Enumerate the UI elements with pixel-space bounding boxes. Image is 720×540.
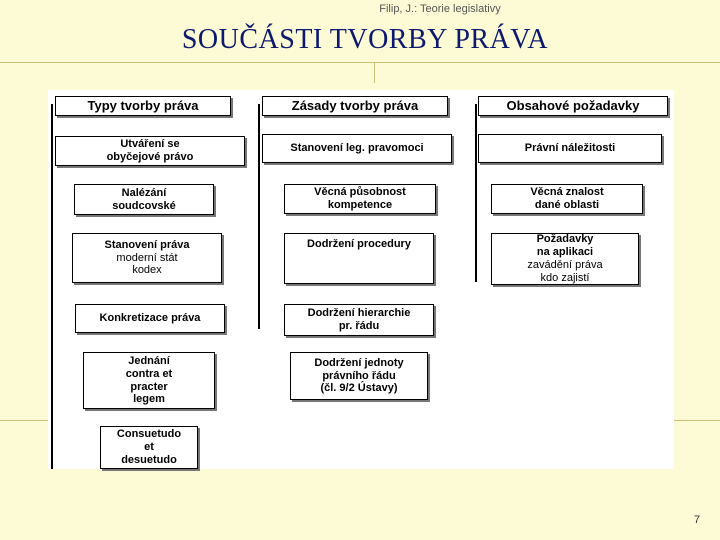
box-pozadavky-na-aplikaci: Požadavky na aplikaci zavádění práva kdo zajistí bbox=[491, 233, 639, 285]
connector-col2 bbox=[258, 104, 260, 329]
connector-col1 bbox=[51, 104, 53, 469]
box-vecna-znalost: Věcná znalost dané oblasti bbox=[491, 184, 643, 214]
box-nalezani: Nalézání soudcovské bbox=[74, 184, 214, 215]
slide-title: SOUČÁSTI TVORBY PRÁVA bbox=[181, 24, 549, 55]
box-consuetudo: Consuetudo et desuetudo bbox=[100, 426, 198, 469]
box-dodrzeni-procedury: Dodržení procedury bbox=[284, 233, 434, 284]
box-stanoveni-prava: Stanovení práva moderní stát kodex bbox=[72, 233, 222, 283]
box-dodrzeni-hierarchie: Dodržení hierarchie pr. řádu bbox=[284, 304, 434, 336]
heading-typy-tvorby-prava: Typy tvorby práva bbox=[55, 96, 231, 116]
heading-obsahove-pozadavky: Obsahové požadavky bbox=[478, 96, 668, 116]
page-number: 7 bbox=[693, 514, 700, 526]
box-stanoveni-leg-pravomoci: Stanovení leg. pravomoci bbox=[262, 134, 452, 163]
slide-subtitle: Filip, J.: Teorie legislativy bbox=[379, 3, 501, 15]
title-underline bbox=[0, 62, 720, 63]
box-vecna-pusobnost: Věcná působnost kompetence bbox=[284, 184, 436, 214]
heading-zasady-tvorby-prava: Zásady tvorby práva bbox=[262, 96, 448, 116]
diagram-canvas bbox=[48, 90, 674, 469]
box-utvareni-se: Utváření se obyčejové právo bbox=[55, 136, 245, 166]
connector-col3 bbox=[475, 104, 477, 282]
vertical-guide bbox=[374, 63, 375, 83]
box-konkretizace-prava: Konkretizace práva bbox=[75, 304, 225, 333]
box-jednani: Jednání contra et practer legem bbox=[83, 352, 215, 409]
box-dodrzeni-jednoty: Dodržení jednoty právního řádu (čl. 9/2 Ústavy) bbox=[290, 352, 428, 400]
box-pravni-nalezitosti: Právní náležitosti bbox=[478, 134, 662, 163]
